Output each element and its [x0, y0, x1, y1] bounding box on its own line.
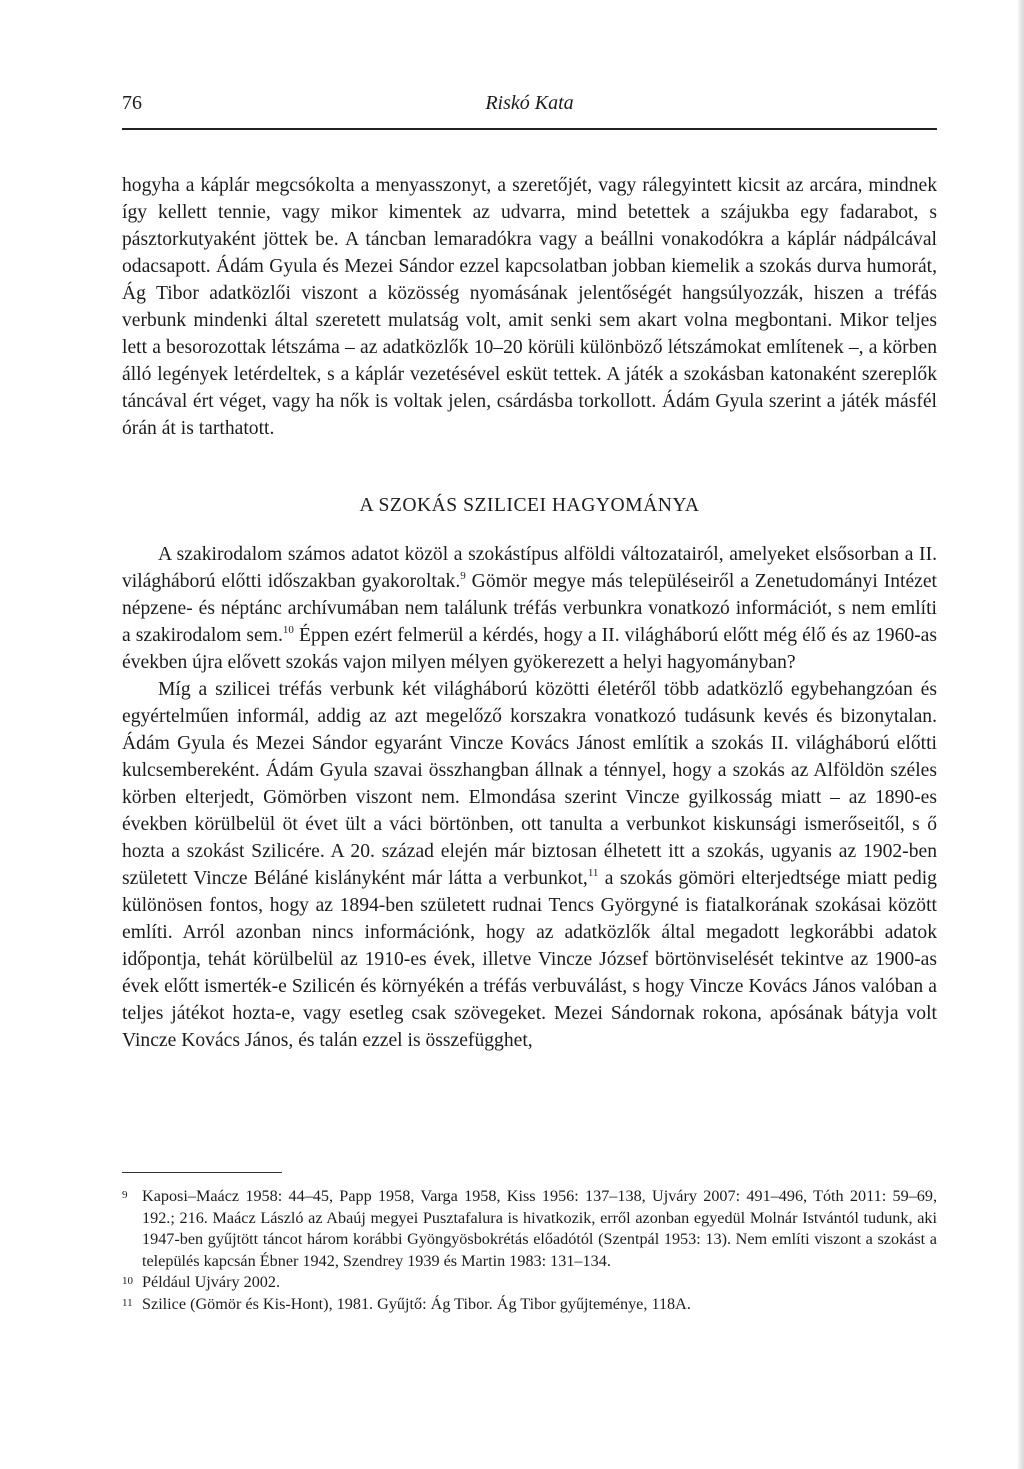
paragraph-2-text-a: A szakirodalom számos adatot közöl a szokástípus alföldi változatairól, amelyeket elsősorban a II. világháború előtti időszakban gyakoroltak.	[122, 544, 937, 592]
footnote-ref-10[interactable]: 10	[282, 624, 294, 636]
footnote-text: Kaposi–Maácz 1958: 44–45, Papp 1958, Varga 1958, Kiss 1956: 137–138, Ujváry 2007: 491–496, Tóth 2011: 59–69, 192.; 216. Maácz László az Abaúj megyei Pusztafalura is hivatkozik, erről azonban egyedül Molnár Istvántól tudunk, aki 1947-ben gyűjtött táncot három korábbi Gyöngyösbokrétás előadótól (Szentpál 1953: 13). Nem említi viszont a szokást a település kapcsán Ébner 1942, Szendrey 1939 és Martin 1983: 131–134.	[142, 1187, 937, 1270]
running-header	[122, 92, 937, 130]
footnote-9	[122, 1186, 937, 1272]
running-title: Riskó Kata	[485, 92, 574, 114]
footnote-11	[122, 1294, 937, 1316]
paragraph-3	[122, 676, 937, 1054]
paragraph-2-text-c: Éppen ezért felmerül a kérdés, hogy a II. világháború előtt még élő és az 1960-as években újra elővett szokás vajon milyen mélyen gyökerezett a helyi hagyományban?	[122, 625, 938, 673]
footnote-ref-9[interactable]: 9	[460, 570, 466, 582]
footnote-number: 9	[122, 1189, 128, 1201]
footnote-number: 11	[122, 1296, 133, 1309]
footnote-text: Például Ujváry 2002.	[142, 1273, 281, 1291]
footnote-ref-11[interactable]: 11	[587, 867, 599, 879]
footnotes	[122, 1186, 937, 1315]
footnote-divider	[122, 1172, 282, 1173]
paragraph-2-text-b: Gömör megye más településeiről a Zenetudományi Intézet népzene- és néptánc archívumában nem találunk tréfás verbunkra vonatkozó információt, s nem említi a szakirodalom sem.	[122, 571, 937, 646]
footnote-10	[122, 1272, 937, 1294]
paragraph-1: hogyha a káplár megcsókolta a menyasszonyt, a szeretőjét, vagy rálegyintett kicsit az arcára, mindnek így kellett tennie, vagy mikor kimentek az udvarra, mind betettek a szájukba egy fadarabot, s pásztorkutyaként jöttek be. A táncban lemaradókra vagy a beállni vonakodókra a káplár nádpálcával odacsapott. Ádám Gyula és Mezei Sándor ezzel kapcsolatban jobban kiemelik a szokás durva humorát, Ág Tibor adatközlői viszont a közösség nyomásának jelentőségét hangsúlyozzák, hiszen a tréfás verbunk mindenki által szeretett mulatság volt, amit senki sem akart volna megbontani. Mikor teljes lett a besorozottak létszáma – az adatközlők 10–20 körüli különböző létszámokat említenek –, a körben álló legények letérdeltek, s a káplár vezetésével esküt tettek. A játék a szokásban katonaként szereplők táncával ért véget, vagy ha nők is voltak jelen, csárdásba torkollott. Ádám Gyula szerint a játék másfél órán át is tarthatott.	[122, 175, 937, 439]
paragraph-3-text-a: Míg a szilicei tréfás verbunk két világháború közötti életéről több adatközlő egybehangzóan és egyértelműen informál, addig az azt megelőző korszakra vonatkozó tudásunk kevés és bizonytalan. Ádám Gyula és Mezei Sándor egyaránt Vincze Kovács Jánost említik a szokás II. világháború előtti kulcsembereként. Ádám Gyula szavai összhangban állnak a ténnyel, hogy a szokás az Alföldön széles körben elterjedt, Gömörben viszont nem. Elmondása szerint Vincze gyilkosság miatt – az 1890-es években körülbelül öt évet ült a váci börtönben, ott tanulta a verbunkot kiskunsági ismerőseitől, s ő hozta a szokást Szilicére. A 20. század elején már biztosan élhetett itt a szokás, ugyanis az 1902-ben született Vincze Béláné kislányként már látta a verbunkot,	[122, 679, 937, 889]
main-text	[122, 172, 937, 1054]
footnote-text: Szilice (Gömör és Kis-Hont), 1981. Gyűjtő: Ág Tibor. Ág Tibor gyűjteménye, 118A.	[142, 1294, 691, 1313]
paragraph-3-text-b: a szokás gömöri elterjedtsége miatt pedig különösen fontos, hogy az 1894-ben született rudnai Tencs Györgyné is fiatalkorának szokásai között említi. Arról azonban nincs információnk, hogy az adatközlők által megadott legkorábbi adatok időpontja, tehát körülbelül az 1910-es évek, illetve Vincze József börtönviselését tekintve az 1900-as évek előtt ismerték-e Szilicén és környékén a tréfás verbuválást, s hogy Vincze Kovács János valóban a teljes játékot hozta-e, vagy esetleg csak szövegeket. Mezei Sándornak rokona, apósának bátyja volt Vincze Kovács János, és talán ezzel is összefügghet,	[122, 868, 937, 1051]
section-title: A SZOKÁS SZILICEI HAGYOMÁNYA	[359, 495, 700, 516]
paragraph-2	[122, 541, 937, 676]
page-number: 76	[122, 92, 142, 114]
footnote-number: 10	[122, 1275, 133, 1287]
page-edge-shadow	[1018, 0, 1024, 1469]
